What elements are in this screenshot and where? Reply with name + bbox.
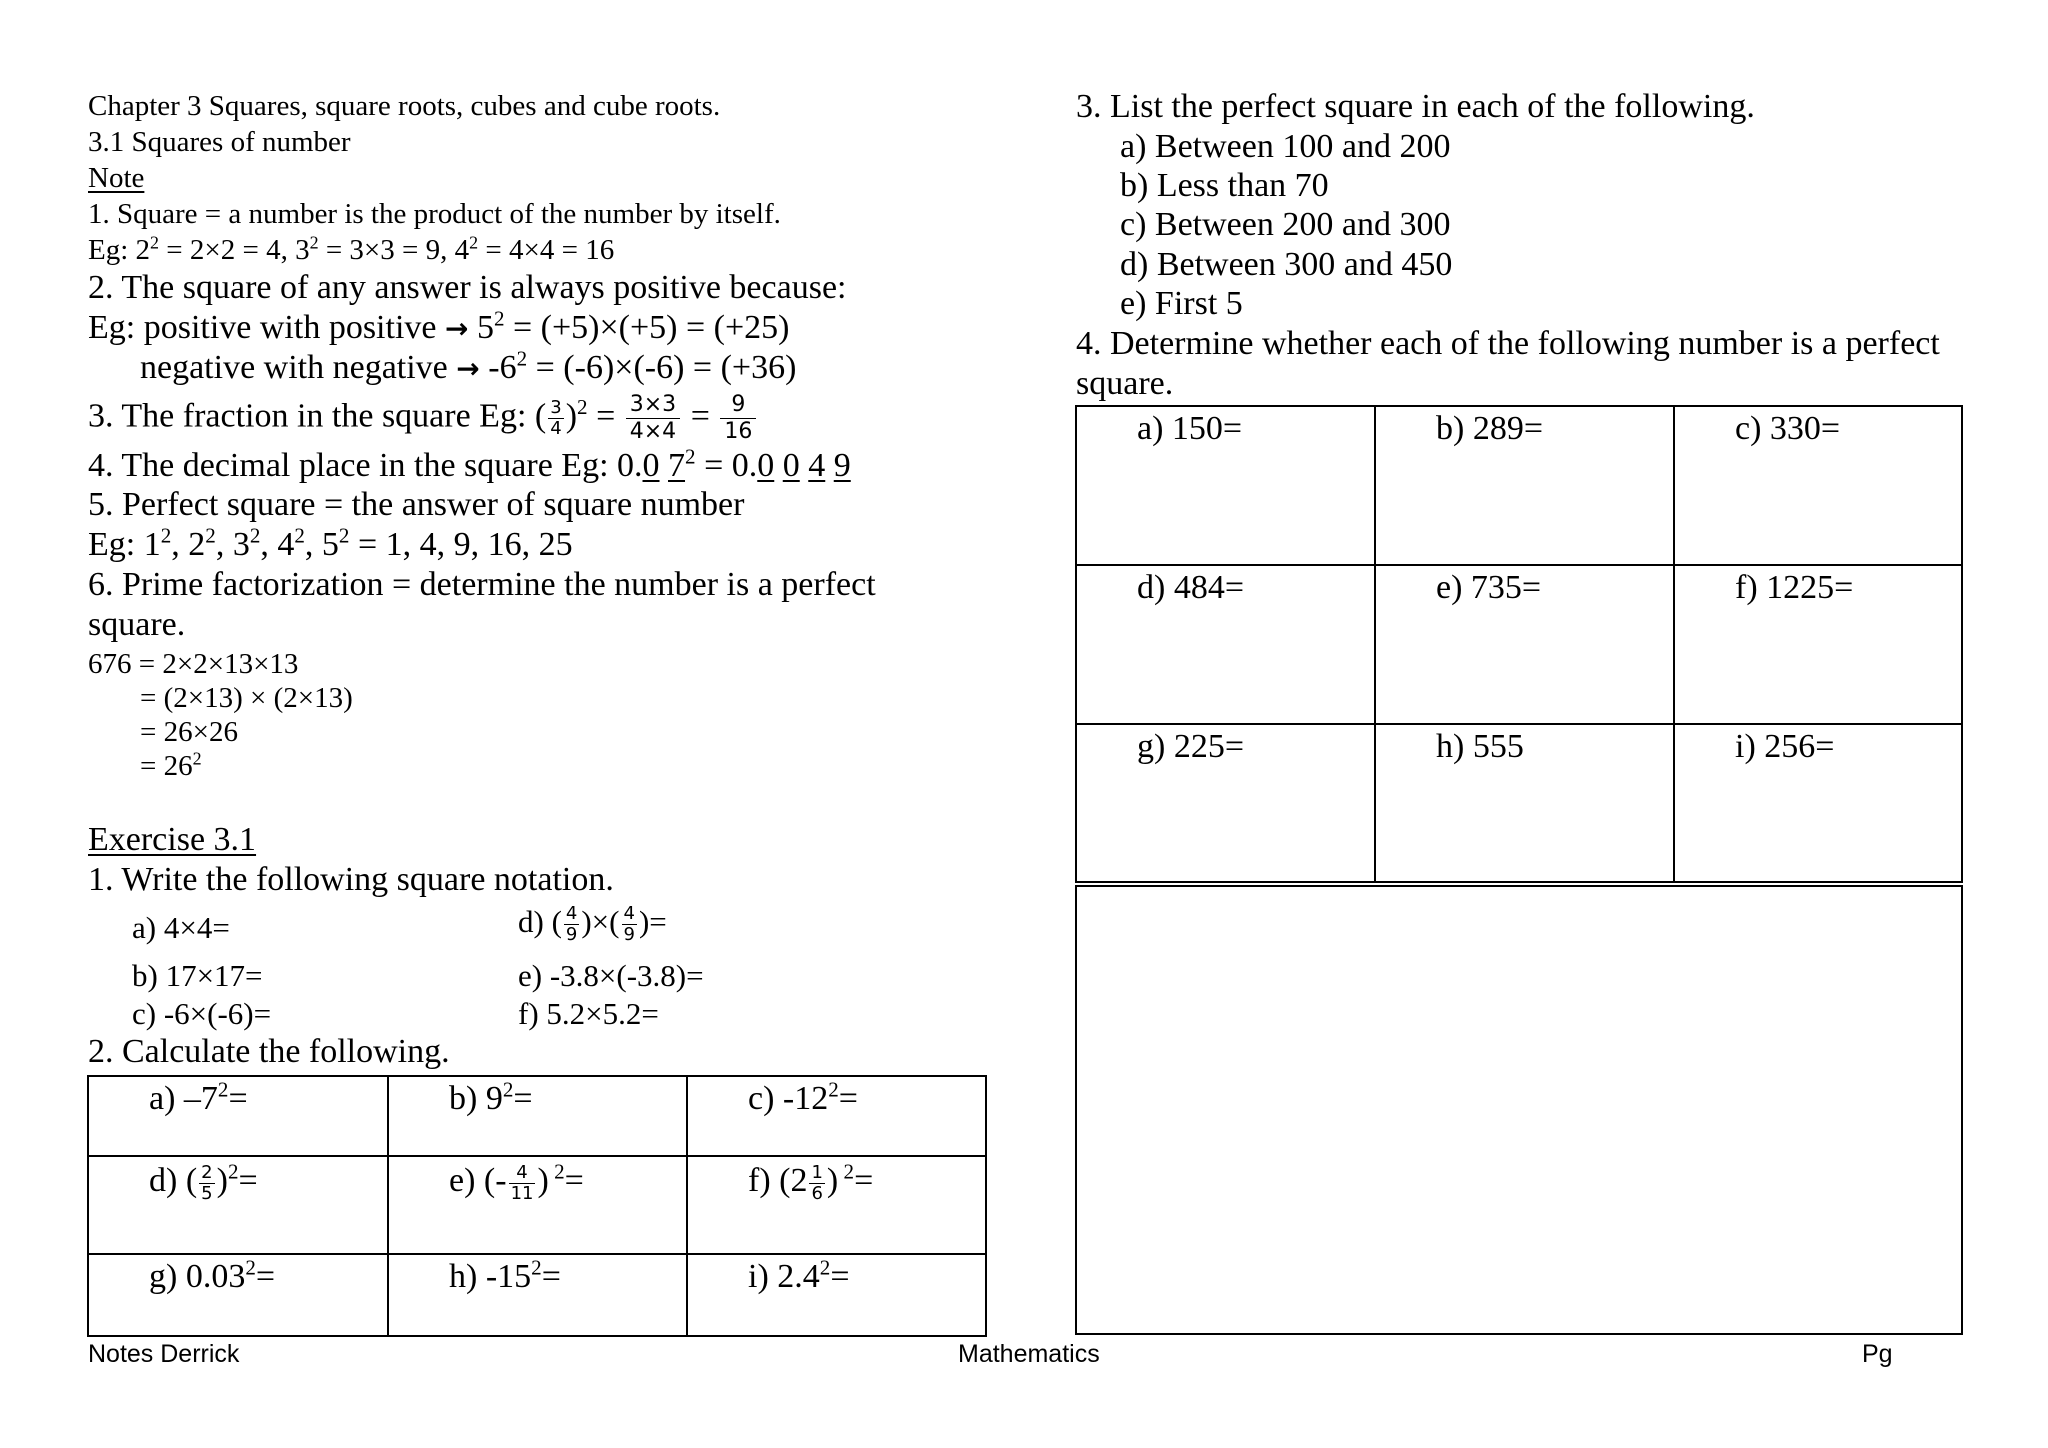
question-1b: b) 17×17= (132, 958, 263, 993)
note-5-example: Eg: $1^2$, $2^2$, $3^2$, $4^2$, $5^2 = 1$, 4, 9, 16, 25 (88, 523, 573, 563)
question-1e: e) -3.8×(-3.8)= (518, 958, 704, 993)
question-1c: c) -6×(-6)= (132, 996, 272, 1031)
footer-author: Notes Derrick (88, 1340, 240, 1368)
q4-cell-g[interactable]: g) 225= (1076, 724, 1375, 882)
prime-factor-line1: 676 = 2×2×13×13 (88, 648, 299, 680)
q4-cell-i[interactable]: i) 256= (1674, 724, 1962, 882)
section-title: 3.1 Squares of number (88, 126, 351, 158)
footer-subject: Mathematics (958, 1340, 1100, 1368)
note-2-example-negative: negative with negative → $-6^2 = (-6)\times(-6) = (+36)$ (140, 346, 797, 386)
question-2-table (87, 1075, 987, 1337)
right-arrow-icon: → (456, 352, 480, 385)
footer-page: Pg (1862, 1340, 1893, 1368)
question-3d: d) Between 300 and 450 (1120, 246, 1453, 283)
answer-box[interactable] (1075, 885, 1963, 1335)
chapter-title: Chapter 3 Squares, square roots, cubes and cube roots. (88, 90, 721, 122)
prime-factor-line4: = $26^2$ (140, 748, 202, 782)
q2-cell-b[interactable]: b) $9^2=$ (388, 1076, 687, 1156)
note-1: 1. Square = a number is the product of the number by itself. (88, 198, 781, 230)
q4-cell-b[interactable]: b) 289= (1375, 406, 1674, 565)
question-2: 2. Calculate the following. (88, 1033, 450, 1070)
prime-factor-line3: = 26×26 (140, 716, 238, 748)
note-6-line1: 6. Prime factorization = determine the number is a perfect (88, 566, 876, 603)
question-4-line2: square. (1076, 365, 1174, 402)
question-1: 1. Write the following square notation. (88, 861, 614, 898)
q2-cell-d[interactable]: d) ( $\frac{2}{5}$ )$^2$= (88, 1156, 388, 1254)
question-3a: a) Between 100 and 200 (1120, 128, 1451, 165)
q2-cell-f[interactable]: f) (2 $\frac{1}{6}$ ) $^2$= (687, 1156, 986, 1254)
q4-cell-h[interactable]: h) 555 (1375, 724, 1674, 882)
question-1a: a) 4×4= (132, 910, 230, 945)
question-3c: c) Between 200 and 300 (1120, 206, 1451, 243)
question-3: 3. List the perfect square in each of the following. (1076, 88, 1755, 125)
note-6-line2: square. (88, 606, 186, 643)
q2-cell-g[interactable]: g) $0.03^2=$ (88, 1254, 388, 1336)
question-4-table (1075, 405, 1963, 883)
question-1f: f) 5.2×5.2= (518, 996, 659, 1031)
q2-cell-a[interactable]: a) $-7^2=$ (88, 1076, 388, 1156)
q2-cell-c[interactable]: c) $-12^2=$ (687, 1076, 986, 1156)
q2-cell-h[interactable]: h) $-15^2=$ (388, 1254, 687, 1336)
note-2: 2. The square of any answer is always positive because: (88, 269, 847, 306)
note-1-example: Eg: $2^2 = 2\times 2 = 4$, $3^2 = 3\times 3 = 9$, $4^2 = 4\times 4 = 16$ (88, 232, 615, 266)
prime-factor-line2: = (2×13) × (2×13) (140, 682, 353, 714)
question-4-line1: 4. Determine whether each of the following number is a perfect (1076, 325, 1940, 362)
exercise-heading: Exercise 3.1 (88, 821, 257, 858)
q4-cell-f[interactable]: f) 1225= (1674, 565, 1962, 724)
q2-cell-e[interactable]: e) (- $\frac{4}{11}$ ) $^2$= (388, 1156, 687, 1254)
q4-cell-d[interactable]: d) 484= (1076, 565, 1375, 724)
q4-cell-a[interactable]: a) 150= (1076, 406, 1375, 565)
question-3b: b) Less than 70 (1120, 167, 1329, 204)
q4-cell-c[interactable]: c) 330= (1674, 406, 1962, 565)
note-3: 3. The fraction in the square Eg: ( $\frac{3}{4}$ )$^2$ = $\frac{3\times 3}{4\times 4}$ = $\frac{9}{16}$ (88, 392, 758, 445)
q2-cell-i[interactable]: i) $2.4^2=$ (687, 1254, 986, 1336)
question-3e: e) First 5 (1120, 285, 1243, 322)
note-5: 5. Perfect square = the answer of square number (88, 486, 745, 523)
note-2-example-positive: Eg: positive with positive → $5^2 = (+5)\times(+5) = (+25)$ (88, 306, 790, 346)
right-arrow-icon: → (444, 312, 469, 345)
q4-cell-e[interactable]: e) 735= (1375, 565, 1674, 724)
note-heading: Note (88, 162, 145, 194)
question-1d: d) ( $\frac{4}{9}$ )×( $\frac{4}{9}$ )= (518, 903, 667, 946)
note-4: 4. The decimal place in the square Eg: 0.0 $7^2 = 0.0$ 0 4 9 (88, 444, 851, 484)
